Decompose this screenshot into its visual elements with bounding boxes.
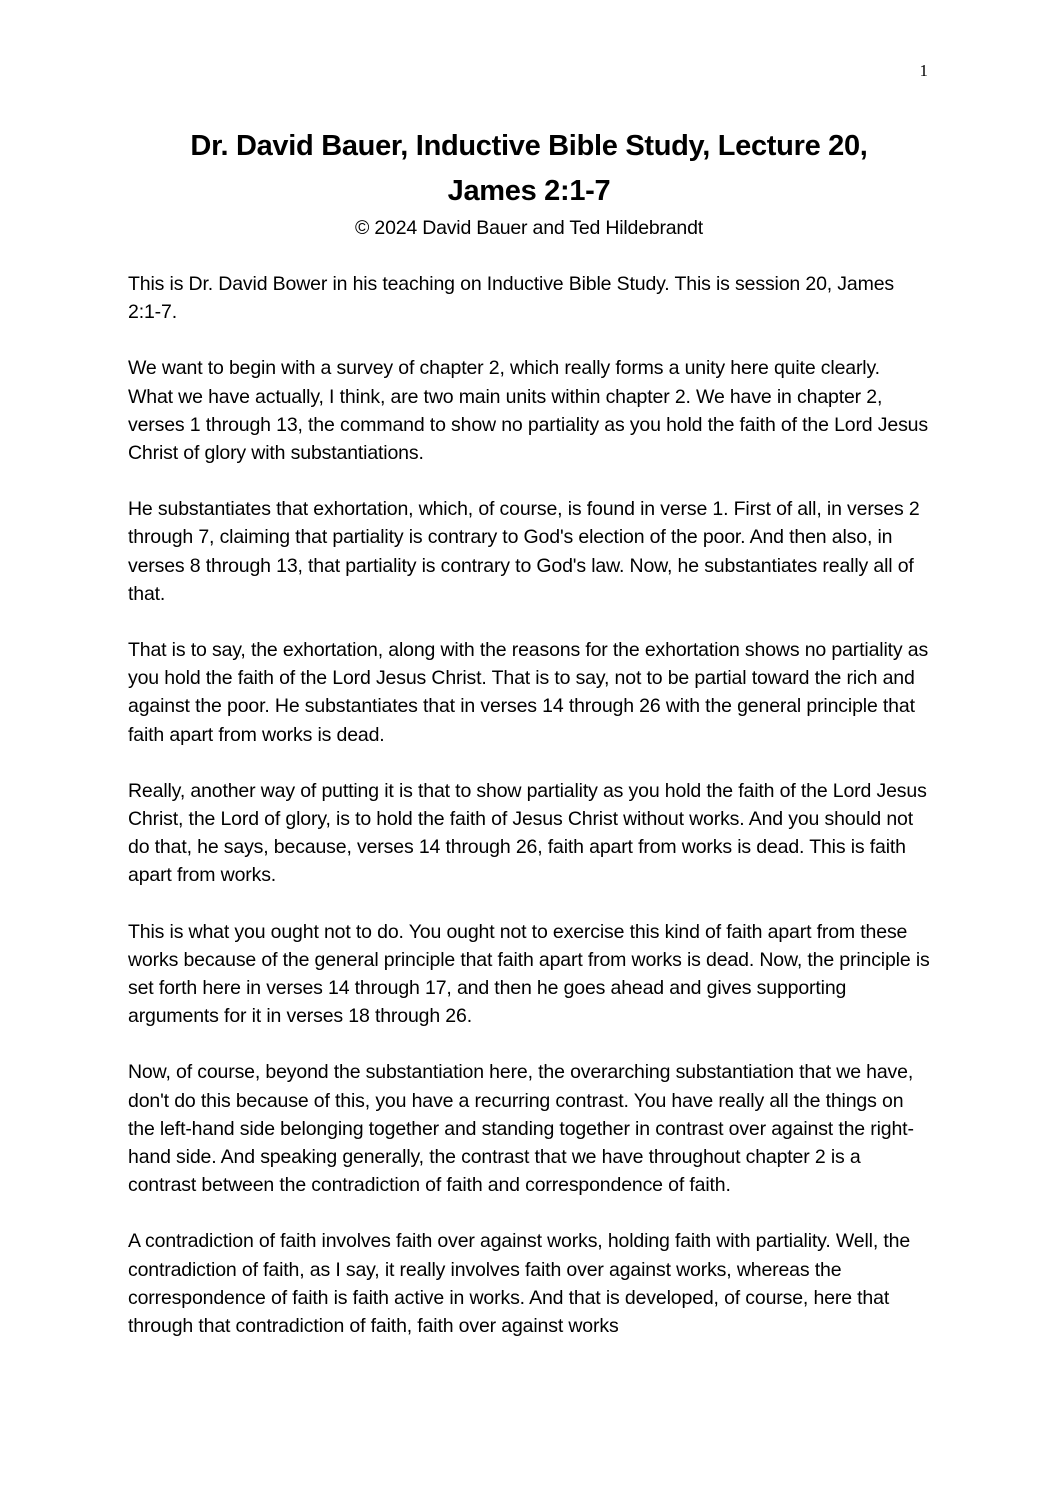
paragraph-contradiction-of-faith: A contradiction of faith involves faith over against works, holding faith with partiality. Well, the contradiction of faith, as I say, it really involves faith over against works, whereas the correspondence of faith is faith active in works. And that is developed, of course, here that through that contradiction of faith, faith over against works	[128, 1230, 911, 1338]
document-title-line-1: Dr. David Bauer, Inductive Bible Study, Lecture 20,	[190, 130, 868, 162]
paragraph-substantiation-verses: He substantiates that exhortation, which, of course, is found in verse 1. First of all, in verses 2 through 7, claiming that partiality is contrary to God's election of the poor. And then also, in verses 8 through 13, that partiality is contrary to God's law. Now, he substantiates really all of that.	[128, 498, 920, 605]
document-title-line-2: James 2:1-7	[447, 175, 611, 207]
copyright-line: © 2024 David Bauer and Ted Hildebrandt	[355, 217, 703, 239]
document-title	[128, 124, 930, 214]
paragraph-exhortation-reasons: That is to say, the exhortation, along with the reasons for the exhortation shows no partiality as you hold the faith of the Lord Jesus Christ. That is to say, not to be partial toward the rich and against the poor. He substantiates that in verses 14 through 26 with the general principle that faith apart from works is dead.	[128, 639, 929, 746]
page-number: 1	[919, 61, 928, 80]
paragraph-ought-not: This is what you ought not to do. You ought not to exercise this kind of faith apart from these works because of the general principle that faith apart from works is dead. Now, the principle is set forth here in verses 14 through 17, and then he goes ahead and gives supporting arguments for it in verses 18 through 26.	[128, 920, 930, 1028]
paragraph-another-way: Really, another way of putting it is that to show partiality as you hold the faith of the Lord Jesus Christ, the Lord of glory, is to hold the faith of Jesus Christ without works. And you should not do that, he says, because, verses 14 through 26, faith apart from works is dead. This is faith apart from works.	[128, 779, 927, 887]
paragraph-intro: This is Dr. David Bower in his teaching on Inductive Bible Study. This is session 20, James 2:1-7.	[128, 273, 894, 324]
paragraph-recurring-contrast: Now, of course, beyond the substantiation here, the overarching substantiation that we have, don't do this because of this, you have a recurring contrast. You have really all the things on the left-hand side belonging together and standing together in contrast over against the right-hand side. And speaking generally, the contrast that we have throughout chapter 2 is a contrast between the contradiction of faith and correspondence of faith.	[128, 1061, 914, 1197]
paragraph-survey-chapter-2: We want to begin with a survey of chapter 2, which really forms a unity here quite clearly. What we have actually, I think, are two main units within chapter 2. We have in chapter 2, verses 1 through 13, the command to show no partiality as you hold the faith of the Lord Jesus Christ of glory with substantiations.	[128, 357, 928, 465]
